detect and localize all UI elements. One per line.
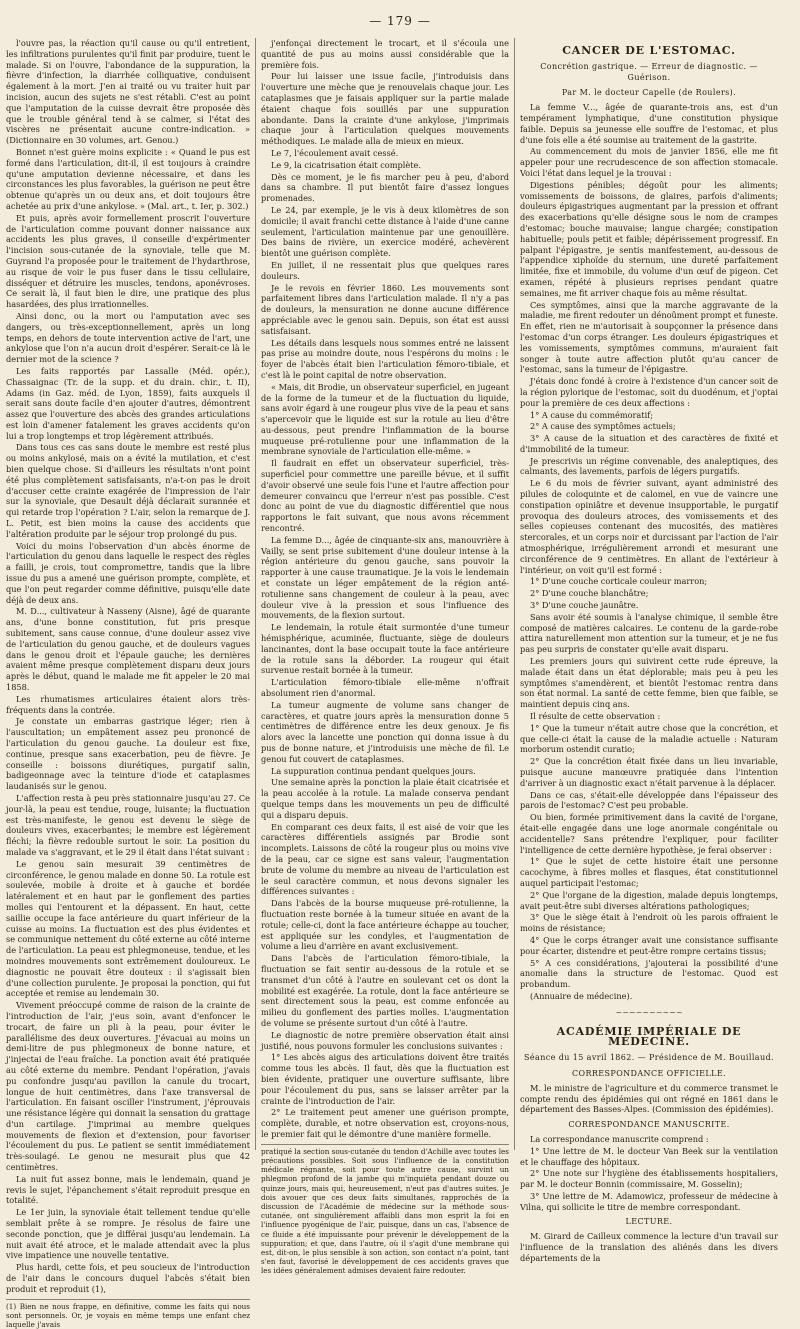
paragraph: 1° Que le sujet de cette histoire était une personne cacochyme, à fibres molles et flasques, état constitutionnel auquel participait l'estomac; bbox=[520, 856, 778, 888]
paragraph: 4° Que le corps étranger avait une consistance suffisante pour écarter, distendre et peut-être rompre certains tissus; bbox=[520, 934, 778, 956]
paragraph: Le 7, l'écoulement avait cessé. bbox=[271, 147, 399, 158]
paragraph: Au commencement du mois de janvier 1856, elle me fit appeler pour une recrudescence de son affection stomacale. Voici l'état dans lequel je la trouvai : bbox=[520, 146, 778, 178]
paragraph: La femme D..., âgée de cinquante-six ans, manouvrière à Vailly, se sent prise subitement d'une douleur intense à la région antérieure du genou gauche, sans pouvoir la rapporter à une cause traumatique. Je la vois le lendemain et constate un léger empâtement de la région anté-rotulienne sans changement de couleur à la peau, avec douleur vive à la pression et sous l'influence des mouvements, de la flexion surtout. bbox=[261, 534, 509, 621]
paragraph: Les détails dans lesquels nous sommes entré ne laissent pas prise au moindre doute, nous l'espérons du moins : le foyer de l'abcès était bien l'articulation fémoro-tibiale, et c'est là le point capital de notre observation. bbox=[261, 337, 509, 380]
paragraph: Pour lui laisser une issue facile, j'introduisis dans l'ouverture une mèche que je renouvelais chaque jour. Les cataplasmes que je faisais appliquer sur la partie malade étaient chaque fois souillés par une suppuration abondante. Dans la crainte d'une ankylose, j'imprimais chaque jour à l'articulation quelques mouvements méthodiques. Le malade alla de mieux en mieux. bbox=[261, 71, 509, 147]
paragraph: En comparant ces deux faits, il est aisé de voir que les caractères différentiels assignés par Brodie sont incomplets. Laissons de côté la rougeur plus ou moins vive de la peau, car ce signe est sans valeur, l'augmentation brute de volume du membre au niveau de l'articulation est le seul caractère commun, et nous devons signaler les différences suivantes : bbox=[261, 821, 509, 897]
paragraph: Voici du moins l'observation d'un abcès énorme de l'articulation du genou dans laquelle le respect des règles a failli, je crois, tout compromettre, tandis que la libre issue du pus a amené une guérison prompte, complète, et que l'on peut regarder comme définitive, puisqu'elle date déjà de deux ans. bbox=[6, 540, 250, 605]
paragraph: Dans l'abcès de la bourse muqueuse pré-rotulienne, la fluctuation reste bornée à la tumeur située en avant de la rotule; celle-ci, dont la face antérieure échappe au toucher, est appliquée sur les condyles, et l'augmentation de volume a lieu d'arrière en avant exclusivement. bbox=[261, 898, 509, 952]
paragraph: 2° Une note sur l'hygiène des établissements hospitaliers, par M. le docteur Bonnin (commissaire, M. Gosselin); bbox=[520, 1168, 778, 1190]
section-title-academy: ACADÉMIE IMPÉRIALE DE MÉDECINE. bbox=[556, 1024, 742, 1049]
paragraph: Je constate un embarras gastrique léger; rien à l'auscultation; un empâtement assez peu prononcé de l'articulation du genou gauche. La douleur est fixe, continue, presque sans exacerbation, peu de fièvre. Je conseille : boissons diurétiques, purgatif salin, badigeonnage avec la teinture d'iode et cataplasmes laudanisés sur le genou. bbox=[6, 716, 250, 792]
paragraph: La suppuration continua pendant quelques jours. bbox=[271, 765, 476, 776]
section-text-cancer bbox=[520, 102, 778, 1002]
paragraph: 3° D'une couche jaunâtre. bbox=[530, 600, 639, 611]
paragraph: Les premiers jours qui suivirent cette rude épreuve, la malade était dans un état déplorable; mais peu à peu les symptômes s'amendèrent, et bientôt l'estomac rentra dans son état normal. La santé de cette femme, bien que faible, se maintient depuis cinq ans. bbox=[520, 656, 778, 710]
paragraph: « Mais, dit Brodie, un observateur superficiel, en jugeant de la forme de la tumeur et de la fluctuation du liquide, sans avoir égard à une rougeur plus vive de la peau et sans s'apercevoir que le liquide est sur la rotule au lieu d'être au-dessous, peut prendre l'inflammation de la bourse muqueuse pré-rotulienne pour une inflammation de la membrane synoviale de l'articulation elle-même. » bbox=[261, 381, 510, 457]
paragraph: 2° D'une couche blanchâtre; bbox=[530, 588, 649, 599]
paragraph: Le genou sain mesurait 39 centimètres de circonférence, le genou malade en donne 50. La rotule est soulevée, mobile à droite et à gauche et bordée latéralement et en haut par le gonflement des parties molles qui l'entourent et la dépassent. En haut, cette saillie occupe la face antérieure du quart inférieur de la cuisse au moins. La fluctuation est des plus évidentes et se communique nettement du côté externe au côté interne de l'articulation. La peau est phlegmoneuse, tendue, et les moindres mouvements sont extrêmement douloureux. Le diagnostic ne pouvait être douteux : il s'agissait bien d'une collection purulente. Je proposai la ponction, qui fut acceptée et remise au lendemain 30. bbox=[6, 858, 250, 999]
column-rule bbox=[255, 38, 256, 1150]
page-number: — 179 — bbox=[369, 14, 431, 28]
paragraph: 3° Une lettre de M. Adamowicz, professeur de médecine à Vilna, qui sollicite le titre de membre correspondant. bbox=[520, 1190, 778, 1212]
paragraph: 2° Que l'organe de la digestion, malade depuis longtemps, avait peut-être subi diverses altérations pathologiques; bbox=[520, 889, 778, 911]
paragraph: 3° Que le siège était à l'endroit où les parois offraient le moins de résistance; bbox=[520, 912, 778, 934]
paragraph: Et puis, après avoir formellement proscrit l'ouverture de l'articulation comme pouvant donner naissance aux accidents les plus graves, il conseille d'expérimenter l'incision sous-cutanée de la synoviale, telle que M. Guyrand l'a proposée pour le traitement de l'hydarthrose, au risque de voir le pus fuser dans le tissu cellulaire, disséquer et détruire les muscles, tendons, aponévroses. Ce serait là, il faut bien le dire, une pratique des plus hasardées, des plus irrationnelles. bbox=[6, 212, 250, 310]
column-left bbox=[6, 38, 250, 1329]
paragraph: Je le revois en février 1860. Les mouvements sont parfaitement libres dans l'articulation malade. Il n'y a pas de douleurs, la mensuration ne donne aucune différence appréciable avec le genou sain. Depuis, son état est aussi satisfaisant. bbox=[261, 282, 509, 336]
paragraph: 3° A cause de la situation et des caractères de fixité et d'immobilité de la tumeur. bbox=[520, 433, 778, 454]
column-middle bbox=[261, 38, 510, 1276]
paragraph: Ces symptômes, ainsi que la marche aggravante de la maladie, me firent redouter un dénoûment prompt et funeste. En effet, rien ne m'autorisait à soupçonner la présence dans l'estomac d'un corps étranger. Les douleurs épigastriques et les vomissements, symptômes communs, m'auraient fait songer à toute autre affection plutôt qu'au cancer de l'estomac, sans la tumeur de l'épigastre. bbox=[520, 299, 778, 375]
academy-session: Séance du 15 avril 1862. — Présidence de M. Bouillaud. bbox=[524, 1053, 774, 1063]
paragraph: Une semaine après la ponction la plaie était cicatrisée et la peau accolée à la rotule. La malade conserva pendant quelque temps dans les mouvements un peu de difficulté qui a disparu depuis. bbox=[261, 777, 509, 820]
paragraph: 5° A ces considérations, j'ajouterai la possibilité d'une anomalie dans la structure de l'estomac. Quod est probandum. bbox=[520, 957, 778, 990]
section-title-cancer: CANCER DE L'ESTOMAC. bbox=[562, 44, 736, 57]
paragraph: Bonnet n'est guère moins explicite : « Quand le pus est formé dans l'articulation, dit-il, il est toujours à craindre qu'une amputation devienne nécessaire, et dans les circonstances les plus favorables, la guérison ne peut être obtenue qu'après un ou deux ans, et doit toujours être achetée au prix d'une ankylose. » (Mal. art., t. Ier, p. 302.) bbox=[6, 146, 250, 211]
paragraph: M. D..., cultivateur à Nasseny (Aisne), âgé de quarante ans, d'une bonne constitution, fut pris presque subitement, sans cause connue, d'une douleur assez vive de l'articulation du genou gauche, et de douleurs vagues dans le genou droit et l'épaule gauche; les dernières avaient même presque complètement disparu deux jours après le début, quand le malade me fit appeler le 20 mai 1858. bbox=[6, 606, 250, 693]
paragraph: La nuit fut assez bonne, mais le lendemain, quand je revis le sujet, l'épanchement s'était reproduit presque en totalité. bbox=[6, 1173, 250, 1206]
paragraph: Je prescrivis un régime convenable, des analeptiques, des calmants, des lavements, parfois de légers purgatifs. bbox=[520, 455, 778, 477]
paragraph: 1° Une lettre de M. le docteur Van Beek sur la ventilation et le chauffage des hôpitaux. bbox=[520, 1145, 778, 1167]
column-middle-text bbox=[261, 38, 509, 1140]
section-subtitle: Concrétion gastrique. — Erreur de diagnostic. — Guérison. bbox=[540, 61, 758, 82]
paragraph: Le diagnostic de notre première observation était ainsi justifié, nous pouvons formuler les conclusions suivantes : bbox=[261, 1029, 509, 1051]
lecture-text: M. Girard de Cailleux commence la lecture d'un travail sur l'influence de la translation des aliénés dans les divers départements de la bbox=[520, 1231, 778, 1263]
paragraph: En juillet, il ne ressentait plus que quelques rares douleurs. bbox=[261, 259, 509, 281]
corr-official-text: M. le ministre de l'agriculture et du commerce transmet le compte rendu des épidémies qui ont régné en 1861 dans le département des Basses-Alpes. (Commission des épidémies). bbox=[520, 1082, 778, 1115]
corr-manuscript-title: CORRESPONDANCE MANUSCRITE. bbox=[568, 1120, 730, 1130]
corr-official-title: CORRESPONDANCE OFFICIELLE. bbox=[571, 1068, 727, 1078]
paragraph: 1° D'une couche corticale couleur marron; bbox=[530, 576, 708, 587]
paragraph: 2° Que la concrétion était fixée dans un lieu invariable, puisque aucune manœuvre pratiquée dans l'intention d'arriver à un diagnostic exact n'était parvenue à la déplacer. bbox=[520, 756, 778, 788]
corr-manuscript-intro: La correspondance manuscrite comprend : bbox=[530, 1133, 709, 1144]
column-left-text bbox=[6, 38, 250, 1295]
paragraph: Ou bien, formée primitivement dans la cavité de l'organe, était-elle engagée dans une loge anormale congénitale ou accidentelle? Sans prétendre l'expliquer, pour faciliter l'intelligence de cette dernière hypothèse, je ferai observer : bbox=[520, 812, 778, 855]
paragraph: Ainsi donc, ou la mort ou l'amputation avec ses dangers, ou très-exceptionnellement, après un long temps, en dehors de toute intervention active de l'art, une ankylose que l'on n'a aucun droit d'espérer. Serait-ce là le dernier mot de la science ? bbox=[6, 310, 250, 365]
paragraph: La tumeur augmente de volume sans changer de caractères, et quatre jours après la mensuration donne 5 centimètres de différence entre les deux genoux. Je fis alors avec la lancette une ponction qui donna issue à du pus de bonne nature, et j'introduisis une mèche de fil. Le genou fut couvert de cataplasmes. bbox=[261, 699, 509, 764]
paragraph: Digestions pénibles; dégoût pour les aliments; vomissements de boissons, de glaires, parfois d'aliments; douleurs épigastriques augmentant par la pression et offrant des exacerbations qu'elle désigne sous le nom de crampes d'estomac; bouche mauvaise; langue chargée; constipation habituelle; pouls petit et faible; dépérissement progressif. En palpant l'épigastre, je sentis manifestement, au-dessous de l'appendice xiphoïde du sternum, une dureté parfaitement limitée, fixe et immobile, du volume d'un œuf de pigeon. Cet examen, répété à plusieurs reprises pendant quatre semaines, me fit arriver chaque fois au même résultat. bbox=[520, 179, 778, 298]
footnote-left: (1) Bien ne nous frappe, en définitive, comme les faits qui nous sont personnels. Or, je voyais en même temps une enfant chez laquelle j'avais bbox=[6, 1299, 250, 1329]
paragraph: Plus hardi, cette fois, et peu soucieux de l'introduction de l'air dans le concours duquel l'abcès s'était bien produit et reproduit (1), bbox=[6, 1262, 250, 1294]
paragraph: Sans avoir été soumis à l'analyse chimique, il semble être composé de matières calcaires. Le contenu de la garde-robe attira naturellement mon attention sur la tumeur, et je ne fus pas peu surpris de constater qu'elle avait disparu. bbox=[520, 611, 778, 655]
paragraph: 2° A cause des symptômes actuels; bbox=[530, 421, 676, 432]
lecture-title: LECTURE. bbox=[625, 1217, 673, 1227]
paragraph: 1° A cause du commémoratif; bbox=[530, 409, 654, 420]
paragraph: Il résulte de cette observation : bbox=[530, 711, 661, 722]
section-separator: ~~~~~~~~~~ bbox=[615, 1007, 683, 1017]
paragraph: La femme V..., âgée de quarante-trois ans, est d'un tempérament lymphatique, d'une constitution physique faible. Depuis sa jeunesse elle souffre de l'estomac, et plus d'une fois elle a été soumise au traitement de la gastrite. bbox=[520, 102, 778, 145]
paragraph: 1° Que la tumeur n'était autre chose que la concrétion, et que celle-ci était la cause de la maladie actuelle : Naturam morborum ostendit curatio; bbox=[520, 722, 778, 755]
paragraph: Le 9, la cicatrisation était complète. bbox=[271, 159, 421, 170]
paragraph: 2° Le traitement peut amener une guérison prompte, complète, durable, et notre observation est, croyons-nous, le premier fait qui le démontre d'une manière formelle. bbox=[261, 1107, 509, 1139]
paragraph: Les faits rapportés par Lassalle (Méd. opér.), Chassaignac (Tr. de la supp. et du drain. chir., t. II), Adams (in Gaz. méd. de Lyon, 1859), faits auxquels il serait sans doute facile d'en ajouter d'autres, démontrent assez que l'ouverture des abcès des grandes articulations est loin d'amener fatalement les graves accidents qu'on lui a trop longtemps et trop légèrement attribués. bbox=[6, 365, 250, 441]
paragraph: l'ouvre pas, la réaction qu'il cause ou qu'il entretient, les infiltrations purulentes qu'il finit par produire, tuent le malade. Si on l'ouvre, l'abondance de la suppuration, la fièvre d'infection, la diarrhée colliquative, conduisent également à la mort. J'en ai traité ou vu traiter huit par incision, aucun des sujets ne s'est rétabli. C'est au point que l'amputation de la cuisse devrait être proposée dès que le trouble général tend à se calmer, si l'état des viscères ne présentait aucune contre-indication. » (Dictionnaire en 30 volumes, art. Genou.) bbox=[6, 38, 250, 146]
paragraph: J'étais donc fondé à croire à l'existence d'un cancer soit de la région pylorique de l'estomac, soit du duodénum, et j'optai pour la première de ces deux affections : bbox=[520, 376, 778, 408]
corr-manuscript-list bbox=[520, 1146, 778, 1213]
paragraph: L'articulation fémoro-tibiale elle-même n'offrait absolument rien d'anormal. bbox=[261, 677, 509, 699]
paragraph: Le 1er juin, la synoviale était tellement tendue qu'elle semblait prête à se rompre. Je résolus de faire une seconde ponction, que je différai jusqu'au lendemain. La nuit avait été atroce, et le malade attendait avec la plus vive impatience une nouvelle tentative. bbox=[6, 1207, 250, 1261]
column-rule bbox=[514, 38, 515, 1150]
paragraph: Dans ce cas, s'était-elle développée dans l'épaisseur des parois de l'estomac? C'est peu probable. bbox=[520, 789, 778, 811]
paragraph: Dès ce moment, je le fis marcher peu à peu, d'abord dans sa chambre. Il put bientôt faire d'assez longues promenades. bbox=[261, 171, 509, 204]
paragraph: 1° Les abcès aigus des articulations doivent être traités comme tous les abcès. Il faut, dès que la fluctuation est bien évidente, pratiquer une ouverture suffisante, libre pour l'écoulement du pus, sans se laisser arrêter par la crainte de l'introduction de l'air. bbox=[261, 1052, 509, 1106]
column-right bbox=[520, 38, 778, 1263]
paragraph: L'affection resta à peu près stationnaire jusqu'au 27. Ce jour-là, la peau est tendue, rouge, luisante; la fluctuation est très-manifeste, le genou est devenu le siège de douleurs vives, exacerbantes; le membre est légèrement fléchi; la fièvre redouble surtout le soir. La position du malade va s'aggravant, et le 29 il était dans l'état suivant : bbox=[6, 792, 250, 857]
paragraph: Dans tous ces cas sans doute le membre est resté plus ou moins ankylosé, mais on a évité la mutilation, et c'est bien quelque chose. Si d'ailleurs les résultats n'ont point été plus complètement satisfaisants, n'a-t-on pas le droit d'accuser cette crainte exagérée de l'impression de l'air sur la synoviale, que Desault déjà déclarait surannée et qui retarde trop l'opération ? L'air, selon la remarque de J. L. Petit, est bien moins la cause des accidents que l'altération produite par le séjour trop prolongé du pus. bbox=[6, 442, 250, 539]
paragraph: Le 6 du mois de février suivant, ayant administré des pilules de coloquinte et de calomel, en vue de vaincre une constipation opiniâtre et devenue insupportable, le purgatif provoqua des douleurs atroces, des vomissements et des selles copieuses contenant des mucosités, des matières stercorales, et un corps noir et durcissant par l'action de l'air atmosphérique, irrégulièrement arrondi et mesurant une circonférence de 9 centimètres. En allant de l'extérieur à l'intérieur, on voit qu'il est formé : bbox=[520, 478, 778, 575]
footnote-middle: pratiqué la section sous-cutanée du tendon d'Achille avec toutes les précautions possibles. Soit sous l'influence de la constitution médicale régnante, soit pour toute autre cause, survint un phlegmon profond de la jambe qui m'inquiéta pendant douze ou quinze jours, mais qui, heureusement, n'eut pas d'autres suites. Je dois avouer que ces deux faits simultanés, rapprochés de la discussion de l'Académie de médecine sur la méthode sous-cutanée, ont singulièrement affaibli dans mon esprit la foi en l'influence pyogénique de l'air, puisque, dans un cas, l'absence de ce fluide a été impuissante pour prévenir le développement de la suppuration; et que, dans l'autre, où il s'agit d'une membrane qui est, dit-on, le plus sensible à son action, son contact n'a point, tant s'en faut, favorisé le développement de ces accidents graves que les idées généralement admises devaient faire redouter. bbox=[261, 1144, 509, 1276]
paragraph: Les rhumatismes articulaires étaient alors très-fréquents dans la contrée. bbox=[6, 693, 250, 715]
section-author: Par M. le docteur Capelle (de Roulers). bbox=[561, 88, 737, 98]
paragraph: Dans l'abcès de l'articulation fémoro-tibiale, la fluctuation se fait sentir au-dessous de la rotule et se transmet d'un côté à l'autre en soulevant cet os dont la mobilité est exagérée. La rotule, dont la face antérieure se sent directement sous la peau, est comme enfoncée au milieu du gonflement des parties molles. L'augmentation de volume se présente surtout d'un côté à l'autre. bbox=[261, 953, 509, 1028]
paragraph: Le lendemain, la rotule était surmontée d'une tumeur hémisphérique, acuminée, fluctuante, siège de douleurs lancinantes, dont la base occupait toute la face antérieure de la rotule sans la déborder. La rougeur qui était survenue restait bornée à la tumeur. bbox=[261, 622, 509, 676]
paragraph: Il faudrait en effet un observateur superficiel, très-superficiel pour commettre une pareille bévue, et il suffit d'avoir observé une seule fois l'une et l'autre affection pour demeurer convaincu que l'erreur n'est pas possible. C'est donc au point de vue du diagnostic différentiel que nous rapportons le fait suivant, que nous avons récemment rencontré. bbox=[261, 458, 509, 534]
paragraph: Le 24, par exemple, je le vis à deux kilomètres de son domicile; il avait franchi cette distance à l'aide d'une canne seulement, l'articulation maintenue par une genouillère. Des bains de rivière, un exercice modéré, achevèrent bientôt une guérison complète. bbox=[261, 204, 509, 259]
paragraph: j'enfonçai directement le trocart, et il s'écoula une quantité de pus au moins aussi considérable que la première fois. bbox=[261, 38, 509, 70]
paragraph: Vivement préoccupé comme de raison de la crainte de l'introduction de l'air, j'eus soin, avant d'enfoncer le trocart, de faire un pli à la peau, pour éviter le parallélisme des deux ouvertures. J'évacuai au moins un demi-litre de pus phlegmoneux de bonne nature, et j'injectai de l'eau fraîche. La ponction avait été pratiquée au côté externe du membre. Pendant l'opération, j'avais pu confondre jusqu'au pavillon la canule du trocart, longue de huit centimètres, dans l'axe transversal de l'articulation. En faisant osciller l'instrument, j'éprouvais une résistance légère qui donnait la sensation du grattage d'un cartilage. J'imprimai au membre quelques mouvements de flexion et d'extension, pour favoriser l'écoulement du pus. Le patient se sentit immédiatement très-soulagé. Le genou ne mesurait plus que 42 centimètres. bbox=[6, 1000, 250, 1173]
paragraph: (Annuaire de médecine). bbox=[530, 990, 633, 1001]
